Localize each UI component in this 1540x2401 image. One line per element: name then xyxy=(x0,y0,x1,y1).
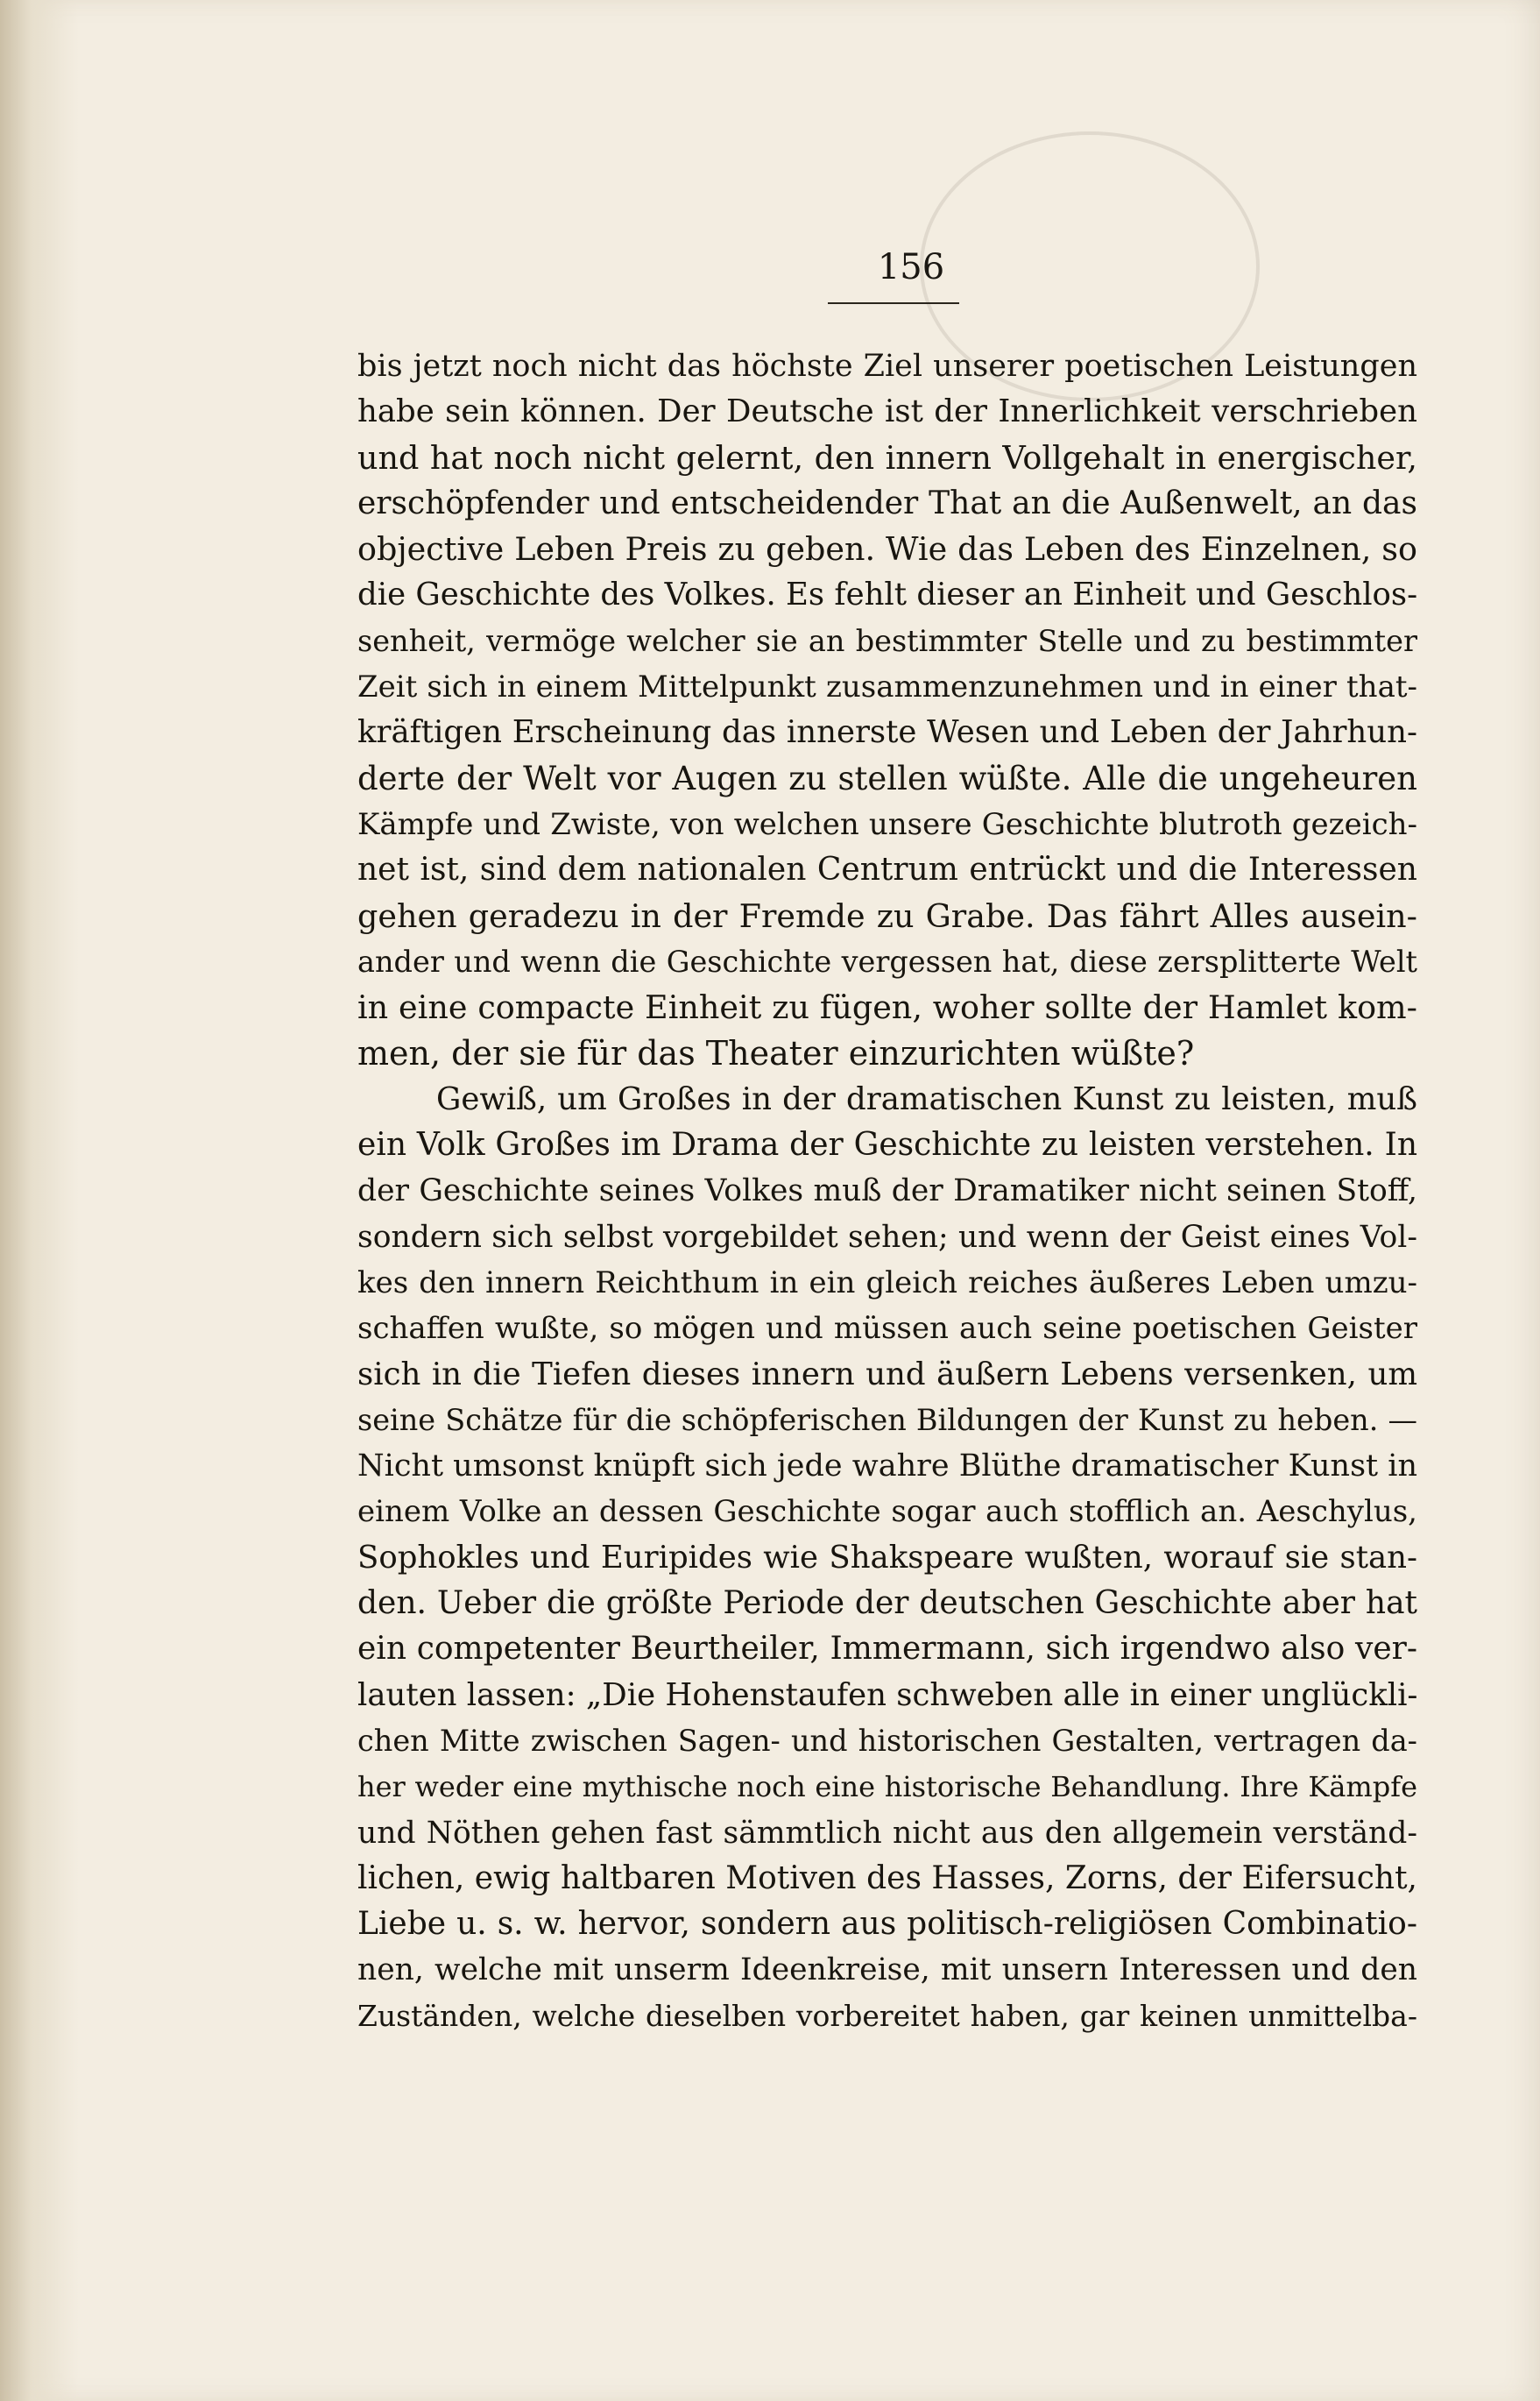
text-line: derte der Welt vor Augen zu stellen wüßte. Alle die ungeheuren xyxy=(357,759,1417,797)
text-line: objective Leben Preis zu geben. Wie das Leben des Einzelnen, so xyxy=(357,530,1417,569)
text-line: seine Schätze für die schöpferischen Bildungen der Kunst zu heben. — xyxy=(357,1402,1417,1437)
text-line: her weder eine mythische noch eine historische Behandlung. Ihre Kämpfe xyxy=(357,1770,1417,1804)
paragraph-1 xyxy=(357,344,1417,1077)
text-line: ein Volk Großes im Drama der Geschichte zu leisten verstehen. In xyxy=(357,1127,1417,1164)
paragraph-2 xyxy=(357,1077,1417,2039)
text-line: kes den innern Reichthum in ein gleich reiches äußeres Leben umzu- xyxy=(357,1264,1417,1300)
text-line: einem Volke an dessen Geschichte sogar auch stofflich an. Aeschylus, xyxy=(357,1494,1417,1530)
page-number-rule xyxy=(828,302,959,304)
text-line: net ist, sind dem nationalen Centrum entrückt und die Interessen xyxy=(357,852,1417,889)
text-line: Zeit sich in einem Mittelpunkt zusammenzunehmen und in einer that- xyxy=(357,669,1417,705)
text-line: und hat noch nicht gelernt, den innern Vollgehalt in energischer, xyxy=(357,438,1417,477)
text-line: chen Mitte zwischen Sagen- und historischen Gestalten, vertragen da- xyxy=(357,1723,1417,1758)
text-line: senheit, vermöge welcher sie an bestimmter Stelle und zu bestimmter xyxy=(357,623,1417,658)
text-line: erschöpfender und entscheidender That an die Außenwelt, an das xyxy=(357,485,1417,521)
body-text xyxy=(357,344,1417,2039)
text-line: Nicht umsonst knüpft sich jede wahre Blüthe dramatischer Kunst in xyxy=(357,1448,1417,1484)
text-line: sich in die Tiefen dieses innern und äußern Lebens versenken, um xyxy=(357,1356,1417,1392)
text-line: die Geschichte des Volkes. Es fehlt dieser an Einheit und Geschlos- xyxy=(357,577,1417,613)
text-line: habe sein können. Der Deutsche ist der Innerlichkeit verschrieben xyxy=(357,393,1417,430)
text-line: kräftigen Erscheinung das innerste Wesen und Leben der Jahrhun- xyxy=(357,714,1417,751)
text-line: Sophokles und Euripides wie Shakspeare wußten, worauf sie stan- xyxy=(357,1539,1417,1576)
text-line: Zuständen, welche dieselben vorbereitet haben, gar keinen unmittelba- xyxy=(357,1998,1417,2033)
text-line: in eine compacte Einheit zu fügen, woher sollte der Hamlet kom- xyxy=(357,988,1417,1027)
text-line: men, der sie für das Theater einzurichten wüßte? xyxy=(357,1034,1195,1073)
text-line: lauten lassen: „Die Hohenstaufen schweben alle in einer unglückli- xyxy=(357,1676,1417,1713)
text-line: ander und wenn die Geschichte vergessen hat, diese zersplitterte Welt xyxy=(357,944,1417,979)
text-line: ein competenter Beurtheiler, Immermann, sich irgendwo also ver- xyxy=(357,1631,1417,1668)
text-line: Gewiß, um Großes in der dramatischen Kunst zu leisten, muß xyxy=(436,1080,1417,1117)
text-line: der Geschichte seines Volkes muß der Dramatiker nicht seinen Stoff, xyxy=(357,1173,1417,1209)
text-line: Kämpfe und Zwiste, von welchen unsere Geschichte blutroth gezeich- xyxy=(357,806,1417,842)
text-line: bis jetzt noch nicht das höchste Ziel unserer poetischen Leistungen xyxy=(357,349,1417,384)
page-gutter-shadow xyxy=(0,0,79,2401)
text-line: schaffen wußte, so mögen und müssen auch seine poetischen Geister xyxy=(357,1311,1417,1347)
text-line: lichen, ewig haltbaren Motiven des Hasses, Zorns, der Eifersucht, xyxy=(357,1859,1417,1896)
text-line: nen, welche mit unserm Ideenkreise, mit unsern Interessen und den xyxy=(357,1952,1417,1988)
text-line: den. Ueber die größte Periode der deutschen Geschichte aber hat xyxy=(357,1585,1417,1622)
text-line: Liebe u. s. w. hervor, sondern aus politisch-religiösen Combinatio- xyxy=(357,1906,1417,1943)
page-number: 156 xyxy=(877,247,945,287)
text-line: gehen geradezu in der Fremde zu Grabe. Das fährt Alles ausein- xyxy=(357,896,1417,935)
text-line: sondern sich selbst vorgebildet sehen; und wenn der Geist eines Vol- xyxy=(357,1219,1417,1255)
text-line: und Nöthen gehen fast sämmtlich nicht aus den allgemein verständ- xyxy=(357,1815,1417,1851)
